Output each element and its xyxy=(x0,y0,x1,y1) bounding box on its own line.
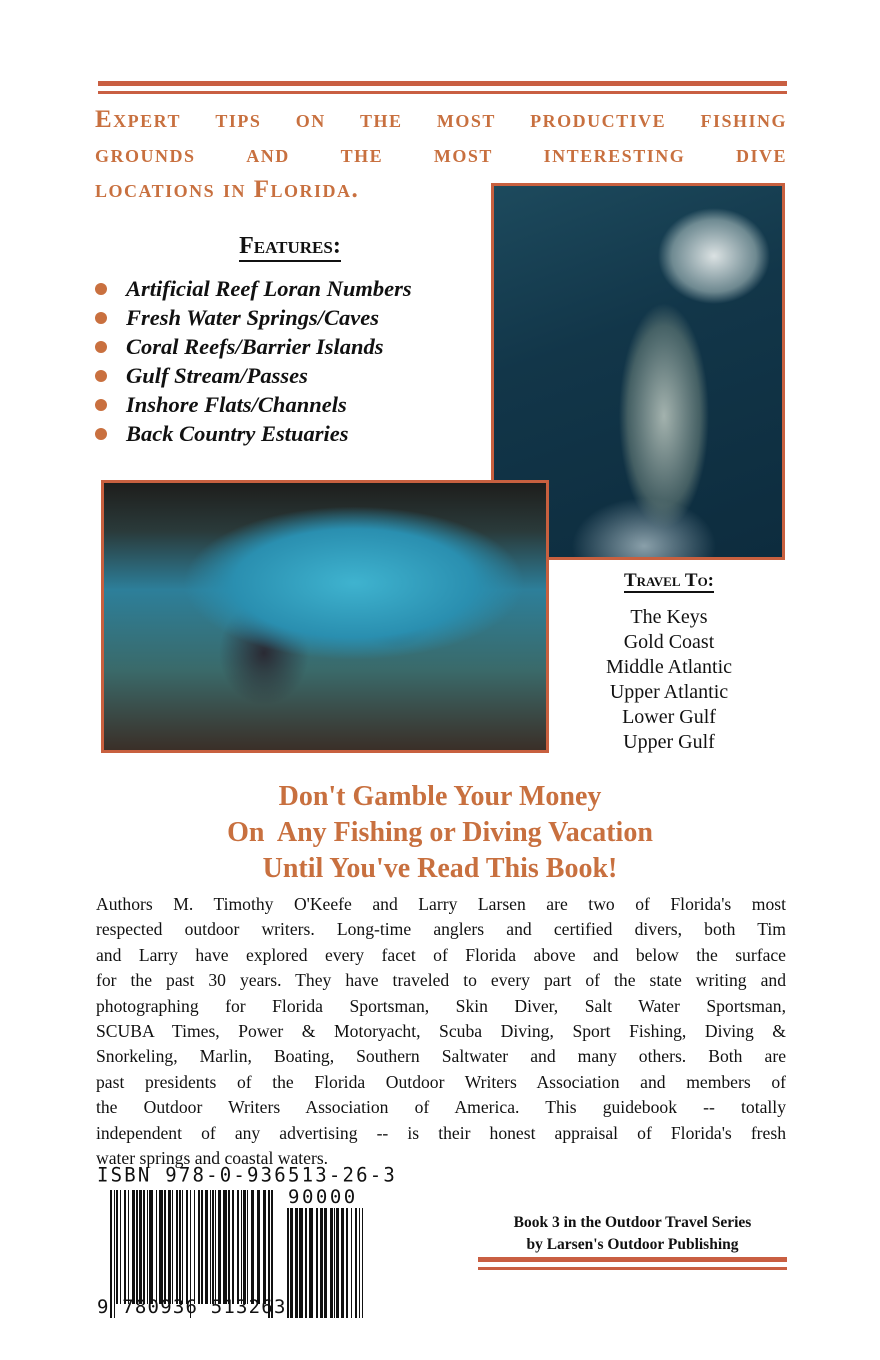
bottom-rule-thin xyxy=(478,1267,787,1270)
features-heading-text: Features: xyxy=(239,233,341,262)
barcode-bar xyxy=(124,1190,126,1304)
barcode-bar xyxy=(355,1208,357,1318)
travel-item: Gold Coast xyxy=(623,631,715,653)
barcode-bar xyxy=(205,1190,208,1304)
barcode-bar xyxy=(341,1208,344,1318)
barcode-bar xyxy=(330,1208,333,1318)
travel-item: The Keys xyxy=(630,606,708,628)
barcode-bar xyxy=(299,1208,303,1318)
barcode-bar xyxy=(287,1208,289,1318)
barcode-bar xyxy=(334,1208,335,1318)
description-line: SCUBA Times, Power & Motoryacht, Scuba Diving, Sport Fishing, Diving & xyxy=(96,1021,786,1041)
barcode-bar xyxy=(159,1190,163,1304)
barcode-bar xyxy=(305,1208,307,1318)
tagline-line: Until You've Read This Book! xyxy=(262,853,618,884)
feature-item xyxy=(95,421,349,447)
description-line: independent of any advertising -- is their honest appraisal of Florida's fresh xyxy=(96,1122,786,1143)
bullet-icon xyxy=(95,370,107,382)
feature-label: Fresh Water Springs/Caves xyxy=(126,305,379,330)
barcode-bar xyxy=(116,1190,118,1304)
barcode-bar xyxy=(143,1190,145,1304)
barcode-bar xyxy=(120,1190,121,1304)
headline-line: grounds and the most interesting dive xyxy=(95,141,787,168)
barcode-bar xyxy=(215,1190,216,1304)
barcode-bar xyxy=(251,1190,254,1304)
barcode-bar xyxy=(164,1190,166,1304)
barcode-bar xyxy=(247,1190,248,1304)
barcode-bar xyxy=(194,1190,195,1304)
headline-line: Expert tips on the most productive fishing xyxy=(95,106,787,133)
bullet-icon xyxy=(95,399,107,411)
feature-label: Back Country Estuaries xyxy=(126,421,349,446)
barcode-bar xyxy=(237,1190,239,1304)
barcode-bar xyxy=(136,1190,138,1304)
barcode-bar xyxy=(172,1190,173,1304)
feature-item xyxy=(95,305,379,331)
feature-label: Artificial Reef Loran Numbers xyxy=(126,276,412,301)
barcode-bar xyxy=(182,1190,183,1304)
travel-item: Middle Atlantic xyxy=(605,656,733,678)
travel-item: Lower Gulf xyxy=(622,706,716,728)
top-rule-thick xyxy=(98,81,787,86)
bullet-icon xyxy=(95,428,107,440)
feature-item xyxy=(95,276,412,302)
bullet-icon xyxy=(95,341,107,353)
barcode-bar xyxy=(241,1190,242,1304)
barcode-bar xyxy=(243,1190,246,1304)
barcode-bar xyxy=(168,1190,171,1304)
barcode-bar xyxy=(228,1190,230,1304)
barcode-bar xyxy=(336,1208,339,1318)
description-line: past presidents of the Florida Outdoor Writers Association and members of xyxy=(96,1071,786,1092)
barcode-bar xyxy=(295,1208,298,1318)
barcode-bar xyxy=(257,1190,260,1304)
barcode-bar xyxy=(186,1190,188,1304)
feature-label: Inshore Flats/Channels xyxy=(126,392,347,417)
feature-item xyxy=(95,363,308,389)
barcode-bar xyxy=(346,1208,348,1318)
ean-number: 9 780936 513263 xyxy=(97,1296,287,1318)
barcode-bar xyxy=(210,1190,211,1304)
barcode-bar xyxy=(223,1190,227,1304)
barcode-bar xyxy=(139,1190,142,1304)
barcode-bar xyxy=(309,1208,313,1318)
features-heading xyxy=(190,233,390,260)
feature-item xyxy=(95,334,384,360)
travel-item: Upper Atlantic xyxy=(609,681,729,703)
description-line: water springs and coastal waters. xyxy=(96,1148,329,1168)
barcode-bar xyxy=(128,1190,129,1304)
tagline-line: On Any Fishing or Diving Vacation xyxy=(227,817,653,848)
isbn-text: ISBN 978-0-936513-26-3 xyxy=(97,1163,398,1187)
barcode-bar xyxy=(218,1190,221,1304)
cave-divers-photo xyxy=(101,480,549,753)
barcode-bar xyxy=(212,1190,214,1304)
barcode-bar xyxy=(179,1190,181,1304)
barcode-bar xyxy=(324,1208,327,1318)
barcode-bar xyxy=(263,1190,266,1304)
barcode-bar xyxy=(149,1190,153,1304)
series-line: Book 3 in the Outdoor Travel Series xyxy=(513,1214,752,1231)
barcode-bar xyxy=(156,1190,157,1304)
feature-item xyxy=(95,392,347,418)
barcode-bar xyxy=(320,1208,323,1318)
bullet-icon xyxy=(95,283,107,295)
barcode-bar xyxy=(290,1208,293,1318)
barcode-bar xyxy=(201,1190,203,1304)
barcode-bar xyxy=(362,1208,363,1318)
barcode-bar xyxy=(316,1208,318,1318)
description-line: and Larry have explored every facet of Florida above and below the surface xyxy=(96,944,786,965)
barcode-bar xyxy=(132,1190,135,1304)
barcode-bar xyxy=(176,1190,178,1304)
barcode-bar xyxy=(147,1190,148,1304)
travel-item: Upper Gulf xyxy=(623,731,715,753)
top-rule-thin xyxy=(98,91,787,94)
barcode-bar xyxy=(359,1208,360,1318)
bullet-icon xyxy=(95,312,107,324)
feature-label: Gulf Stream/Passes xyxy=(126,363,308,388)
description-line: for the past 30 years. They have traveled to every part of the state writing and xyxy=(96,970,786,991)
addon-price-code: 90000 xyxy=(288,1186,358,1208)
tagline-line: Don't Gamble Your Money xyxy=(278,781,602,812)
bottom-rule-thick xyxy=(478,1257,787,1262)
barcode-bar xyxy=(232,1190,234,1304)
barcode-bar xyxy=(351,1208,352,1318)
description-line: respected outdoor writers. Long-time anglers and certified divers, both Tim xyxy=(96,919,786,940)
description-line: Snorkeling, Marlin, Boating, Southern Saltwater and many others. Both are xyxy=(96,1046,786,1067)
headline-line: locations in Florida. xyxy=(95,176,360,203)
description-line: photographing for Florida Sportsman, Skin Diver, Salt Water Sportsman, xyxy=(96,995,786,1016)
travel-heading-text: Travel To: xyxy=(623,570,715,591)
series-line: by Larsen's Outdoor Publishing xyxy=(526,1236,739,1253)
description-line: the Outdoor Writers Association of America. This guidebook -- totally xyxy=(96,1097,786,1118)
barcode-bar xyxy=(198,1190,200,1304)
description-line: Authors M. Timothy O'Keefe and Larry Larsen are two of Florida's most xyxy=(96,894,786,914)
feature-label: Coral Reefs/Barrier Islands xyxy=(126,334,384,359)
travel-heading xyxy=(569,570,769,592)
